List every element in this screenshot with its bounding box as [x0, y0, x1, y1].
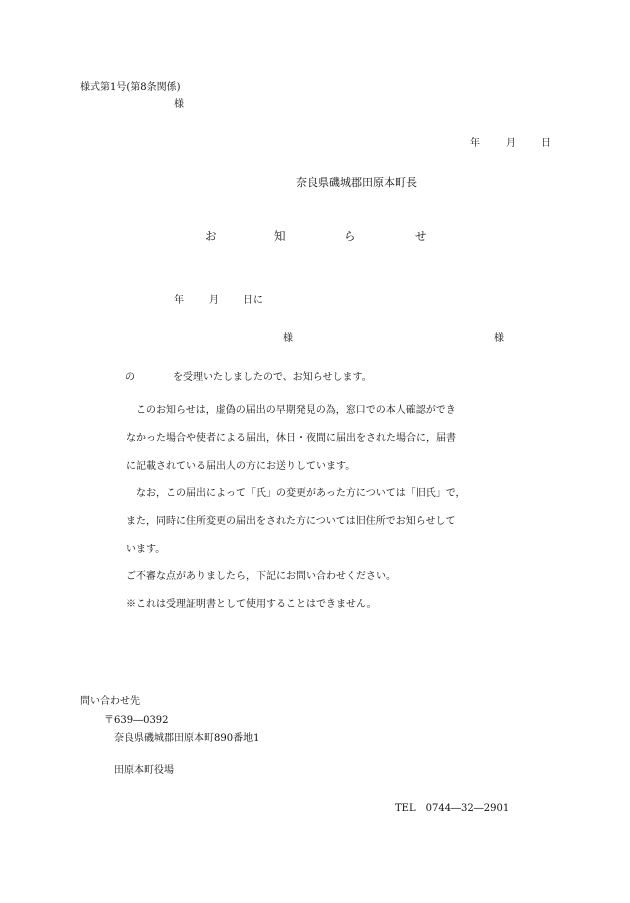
contact-address: 奈良県磯城郡田原本町890番地1 [114, 733, 260, 744]
contact-office: 田原本町役場 [114, 765, 174, 776]
contact-telephone: TEL 0744―32―2901 [395, 803, 510, 814]
contact-postal-code: 〒639―0392 [104, 715, 169, 726]
body-p2-line2: また，同時に住所変更の届出をされた方については旧住所でお知らせして [126, 516, 456, 527]
event-month-label: 月 [209, 295, 219, 306]
party-left-sama: 様 [283, 333, 293, 344]
title-char-se: せ [415, 229, 427, 243]
acceptance-text: を受理いたしましたので、お知らせします。 [173, 372, 372, 383]
body-p1-line2: なかった場合や使者による届出，休日・夜間に届出をされた場合に，届書 [126, 433, 456, 444]
date-year-label: 年 [470, 138, 480, 149]
body-p2-line1: なお，この届出によって「氏」の変更があった方については「旧氏」で， [136, 488, 466, 499]
title-char-chi: 知 [274, 229, 286, 243]
body-p4: ※これは受理証明書として使用することはできません。 [126, 599, 377, 610]
sender-name: 奈良県磯城郡田原本町長 [296, 176, 417, 189]
event-day-label: 日に [243, 295, 263, 306]
party-right-sama: 様 [494, 333, 504, 344]
title-char-ra: ら [344, 229, 356, 243]
body-p1-line1: このお知らせは，虚偽の届出の早期発見の為，窓口での本人確認ができ [136, 405, 456, 416]
acceptance-no: の [125, 372, 135, 383]
body-p1-line3: に記載されている届出人の方にお送りしています。 [126, 461, 356, 472]
body-p2-line3: います。 [126, 544, 166, 555]
form-number: 様式第1号(第8条関係) [80, 82, 181, 93]
contact-heading: 問い合わせ先 [80, 696, 140, 707]
event-year-label: 年 [174, 295, 184, 306]
title-char-o: お [205, 229, 217, 243]
body-p3: ご不審な点がありましたら，下記にお問い合わせください。 [126, 571, 396, 582]
date-month-label: 月 [506, 138, 516, 149]
addressee-suffix: 様 [174, 99, 184, 110]
date-day-label: 日 [541, 138, 551, 149]
